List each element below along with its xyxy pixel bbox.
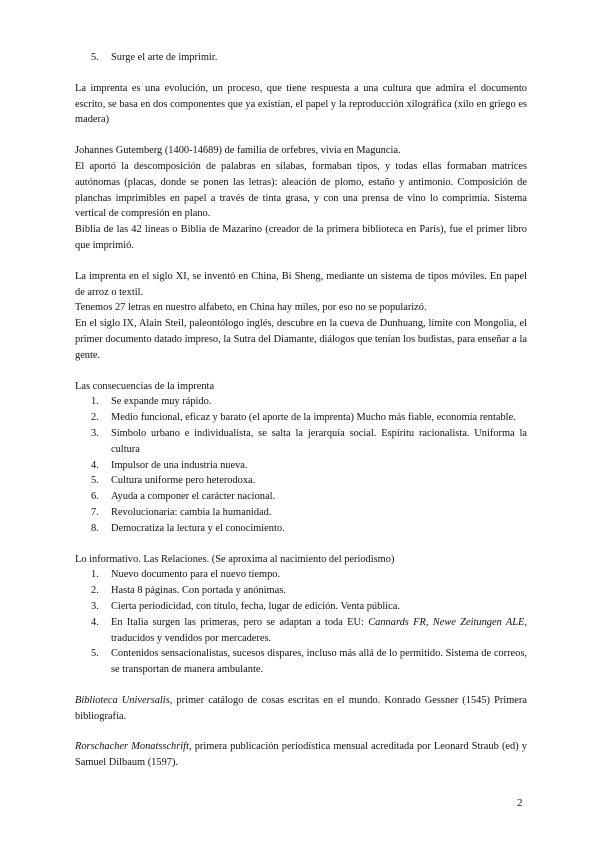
list-item: 8. Democratiza la lectura y el conocimiento. bbox=[91, 522, 285, 534]
list-item: 5. Cultura uniforme pero heterodoxa. bbox=[91, 475, 256, 487]
informativo-heading: Lo informativo. Las Relaciones. (Se aproxima al nacimiento del periodismo) bbox=[75, 553, 395, 565]
consecuencias-heading: Las consecuencias de la imprenta bbox=[75, 380, 215, 392]
list-item: 5. Contenidos sensacionalistas, sucesos dispares, incluso más allá de lo permitido. Sistema de correos, se transportan de manera ambulante. bbox=[91, 648, 527, 676]
list-item: 2. Hasta 8 páginas. Con portada y anónimas. bbox=[91, 585, 286, 597]
list-item: 3. Símbolo urbano e individualista, se salta la jerarquía social. Espíritu racionalista. Uniforma la cultura bbox=[91, 427, 527, 455]
informativo-list bbox=[75, 567, 527, 678]
list-item: 1. Se expande muy rápido. bbox=[91, 396, 212, 408]
italic-title: Cannards FR, Newe Zeitungen ALE bbox=[368, 616, 525, 628]
paragraph-gutenberg-3: Biblia de las 42 líneas o Biblia de Mazarino (creador de la primera biblioteca en París), fue el primer libro que imprimió. bbox=[75, 224, 527, 251]
list-item: 4. En Italia surgen las primeras, pero se adaptan a toda EU: Cannards FR, Newe Zeitungen ALE, traducidos y vendidos por mercaderes. bbox=[91, 616, 528, 644]
page-number: 2 bbox=[517, 797, 523, 809]
italic-title: Rorschacher Monatsschrift bbox=[75, 741, 189, 753]
consecuencias-list bbox=[75, 394, 527, 536]
list-item: 7. Revolucionaria: cambia la humanidad. bbox=[91, 506, 272, 518]
paragraph-gutenberg-1: Johannes Gutemberg (1400-14689) de familia de orfebres, vivía en Maguncia. bbox=[75, 145, 401, 157]
list-item: 6. Ayuda a componer el carácter nacional. bbox=[91, 491, 276, 503]
list-item: 2. Medio funcional, eficaz y barato (el aporte de la imprenta) Mucho más fiable, economía rentable. bbox=[91, 412, 516, 424]
list-item: 3. Cierta periodicidad, con título, fecha, lugar de edición. Venta pública. bbox=[91, 600, 400, 612]
list-item: 5. Surge el arte de imprimir. bbox=[91, 52, 218, 63]
list-item: 4. Impulsor de una industria nueva. bbox=[91, 459, 248, 471]
list-item: 1. Nuevo documento para el nuevo tiempo. bbox=[91, 569, 281, 581]
paragraph-gutenberg-2: El aportó la descomposición de palabras en sílabas, formaban tipos, y todas ellas formaban matrices autónomas (placas, donde se ponen las letras): aleación de plomo, estaño y antimonio. Composición de planchas imprimibles en papel a través de tinta grasa, y con una prensa de vino lo comprimía. Sistema vertical de compresión en plano. bbox=[75, 160, 527, 220]
document-page bbox=[75, 50, 527, 771]
paragraph-china-1: La imprenta en el siglo XI, se inventó en China, Bi Sheng, mediante un sistema de tipos móviles. En papel de arroz o textil. bbox=[75, 270, 527, 298]
paragraph-china-2: Tenemos 27 letras en nuestro alfabeto, en China hay miles, por eso no se popularizó. bbox=[75, 302, 427, 314]
continued-list bbox=[75, 50, 527, 66]
paragraph-rorschacher: Rorschacher Monatsschrift, primera publicación periodística mensual acreditada por Leonard Straub (ed) y Samuel Dilbaum (1597). bbox=[75, 741, 527, 769]
paragraph-china-3: En el siglo IX, Alain Steil, paleontólogo inglés, descubre en la cueva de Dunhuang, límite con Mongolia, el primer documento datado impreso, la Sutra del Diamante, diálogos que tenían los budistas, para enseñar a la gente. bbox=[75, 318, 527, 361]
paragraph-evolucion: La imprenta es una evolución, un proceso, que tiene respuesta a una cultura que admira el documento escrito, se basa en dos componentes que ya existían, el papel y la reproducción xilográfica (xilo en griego es madera) bbox=[75, 82, 527, 126]
italic-title: Biblioteca Universalis bbox=[75, 694, 170, 706]
paragraph-biblioteca: Biblioteca Universalis, primer catálogo de cosas escritas en el mundo. Konrado Gessner (1545) Primera bibliografía. bbox=[75, 694, 527, 722]
